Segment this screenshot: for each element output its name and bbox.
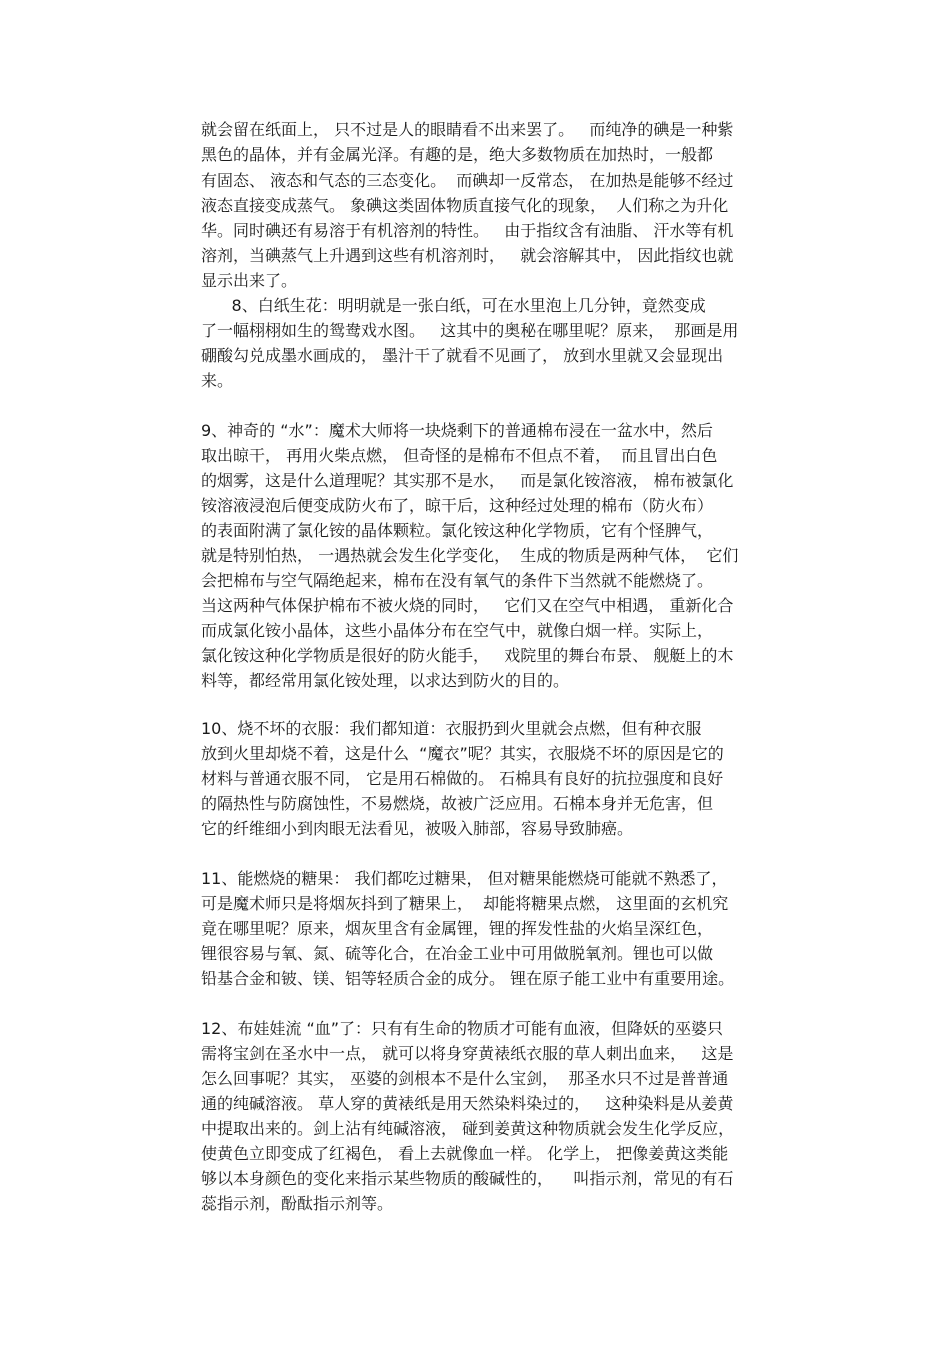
text-line: 的烟雾，这是什么道理呢？其实那不是水， 而是氯化铵溶液， 棉布被氯化 (201, 471, 734, 490)
text-line: 的隔热性与防腐蚀性，不易燃烧，故被广泛应用。石棉本身并无危害，但 (201, 794, 714, 813)
text-line: 料等，都经常用氯化铵处理，以求达到防火的目的。 (201, 671, 570, 690)
text-line: 12、布娃娃流 “血”了：只有有生命的物质才可能有血液，但降妖的巫婆只 (201, 1019, 724, 1038)
text-line: 需将宝剑在圣水中一点， 就可以将身穿黄裱纸衣服的草人刺出血来， 这是 (201, 1044, 734, 1063)
text-line: 会把棉布与空气隔绝起来，棉布在没有氧气的条件下当然就不能燃烧了。 (201, 571, 714, 590)
text-line: 的表面附满了氯化铵的晶体颗粒。氯化铵这种化学物质，它有个怪脾气， (201, 521, 714, 540)
text-line: 当这两种气体保护棉布不被火烧的同时， 它们又在空气中相遇， 重新化合 (201, 596, 734, 615)
text-line: 可是魔术师只是将烟灰抖到了糖果上， 却能将糖果点燃， 这里面的玄机究 (201, 894, 729, 913)
text-line: 蕊指示剂，酚酞指示剂等。 (201, 1194, 394, 1213)
text-line: 氯化铵这种化学物质是很好的防火能手， 戏院里的舞台布景、 舰艇上的木 (201, 646, 734, 665)
text-line: 够以本身颜色的变化来指示某些物质的酸碱性的， 叫指示剂，常见的有石 (201, 1169, 734, 1188)
text-line: 锂很容易与氧、氮、硫等化合，在冶金工业中可用做脱氧剂。锂也可以做 (201, 944, 714, 963)
text-line: 9、神奇的 “水”：魔术大师将一块烧剩下的普通棉布浸在一盆水中，然后 (201, 421, 713, 440)
text-line: 铵溶液浸泡后便变成防火布了，晾干后，这种经过处理的棉布（防火布） (201, 496, 714, 515)
text-line: 怎么回事呢？其实， 巫婆的剑根本不是什么宝剑， 那圣水只不过是普普通 (201, 1069, 729, 1088)
text-line: 竟在哪里呢？原来，烟灰里含有金属锂，锂的挥发性盐的火焰呈深红色， (201, 919, 714, 938)
text-line: 它的纤维细小到肉眼无法看见，被吸入肺部，容易导致肺癌。 (201, 819, 634, 838)
text-line: 华。同时碘还有易溶于有机溶剂的特性。 由于指纹含有油脂、 汗水等有机 (201, 221, 734, 240)
text-line: 中提取出来的。剑上沾有纯碱溶液， 碰到姜黄这种物质就会发生化学反应， (201, 1119, 735, 1138)
text-line: 10、烧不坏的衣服：我们都知道：衣服扔到火里就会点燃，但有种衣服 (201, 719, 702, 738)
text-line: 来。 (201, 371, 234, 390)
text-line: 放到火里却烧不着，这是什么 “魔衣”呢？其实，衣服烧不坏的原因是它的 (201, 744, 724, 763)
text-line: 液态直接变成蒸气。 象碘这类固体物质直接气化的现象， 人们称之为升化 (201, 196, 729, 215)
text-line: 使黄色立即变成了红褐色， 看上去就像血一样。 化学上， 把像姜黄这类能 (201, 1144, 729, 1163)
text-line: 取出晾干， 再用火柴点燃， 但奇怪的是棉布不但点不着， 而且冒出白色 (201, 446, 718, 465)
text-line: 硼酸勾兑成墨水画成的， 墨汁干了就看不见画了， 放到水里就又会显现出 (201, 346, 724, 365)
text-line: 8、白纸生花：明明就是一张白纸，可在水里泡上几分钟，竟然变成 (201, 296, 706, 315)
text-line: 了一幅栩栩如生的鸳鸯戏水图。 这其中的奥秘在哪里呢？原来， 那画是用 (201, 321, 739, 340)
text-line: 就是特别怕热， 一遇热就会发生化学变化， 生成的物质是两种气体， 它们 (201, 546, 739, 565)
text-line: 有固态、 液态和气态的三态变化。 而碘却一反常态， 在加热是能够不经过 (201, 171, 734, 190)
text-line: 就会留在纸面上， 只不过是人的眼睛看不出来罢了。 而纯净的碘是一种紫 (201, 120, 734, 139)
text-line: 而成氯化铵小晶体，这些小晶体分布在空气中，就像白烟一样。实际上， (201, 621, 714, 640)
text-line: 材料与普通衣服不同， 它是用石棉做的。 石棉具有良好的抗拉强度和良好 (201, 769, 724, 788)
text-line: 11、能燃烧的糖果： 我们都吃过糖果， 但对糖果能燃烧可能就不熟悉了， (201, 869, 728, 888)
text-line: 显示出来了。 (201, 271, 298, 290)
text-line: 黑色的晶体，并有金属光泽。有趣的是，绝大多数物质在加热时，一般都 (201, 145, 714, 164)
text-line: 铅基合金和铍、镁、铝等轻质合金的成分。 锂在原子能工业中有重要用途。 (201, 969, 735, 988)
text-line: 溶剂，当碘蒸气上升遇到这些有机溶剂时， 就会溶解其中， 因此指纹也就 (201, 246, 734, 265)
text-line: 通的纯碱溶液。 草人穿的黄裱纸是用天然染料染过的， 这种染料是从姜黄 (201, 1094, 734, 1113)
